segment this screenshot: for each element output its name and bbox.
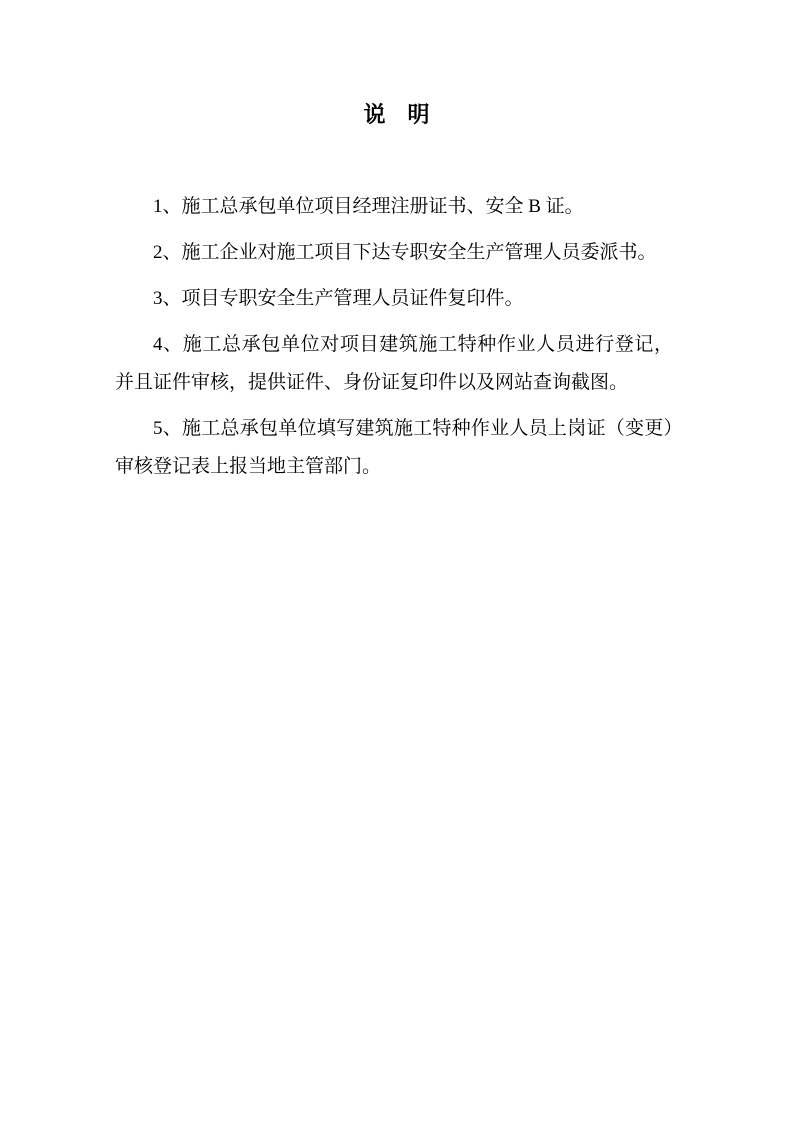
explanation-item-5: 5、施工总承包单位填写建筑施工特种作业人员上岗证（变更）审核登记表上报当地主管部门。 (115, 418, 673, 477)
explanation-item-2: 2、施工企业对施工项目下达专职安全生产管理人员委派书。 (153, 242, 657, 263)
explanation-item-1: 1、施工总承包单位项目经理注册证书、安全 B 证。 (153, 196, 584, 217)
document-title: 说 明 (363, 102, 430, 127)
explanation-item-4: 4、施工总承包单位对项目建筑施工特种作业人员进行登记，并且证件审核，提供证件、身份证复印件以及网站查询截图。 (115, 334, 673, 393)
explanation-item-3: 3、项目专职安全生产管理人员证件复印件。 (153, 288, 524, 309)
document-body (115, 188, 673, 486)
